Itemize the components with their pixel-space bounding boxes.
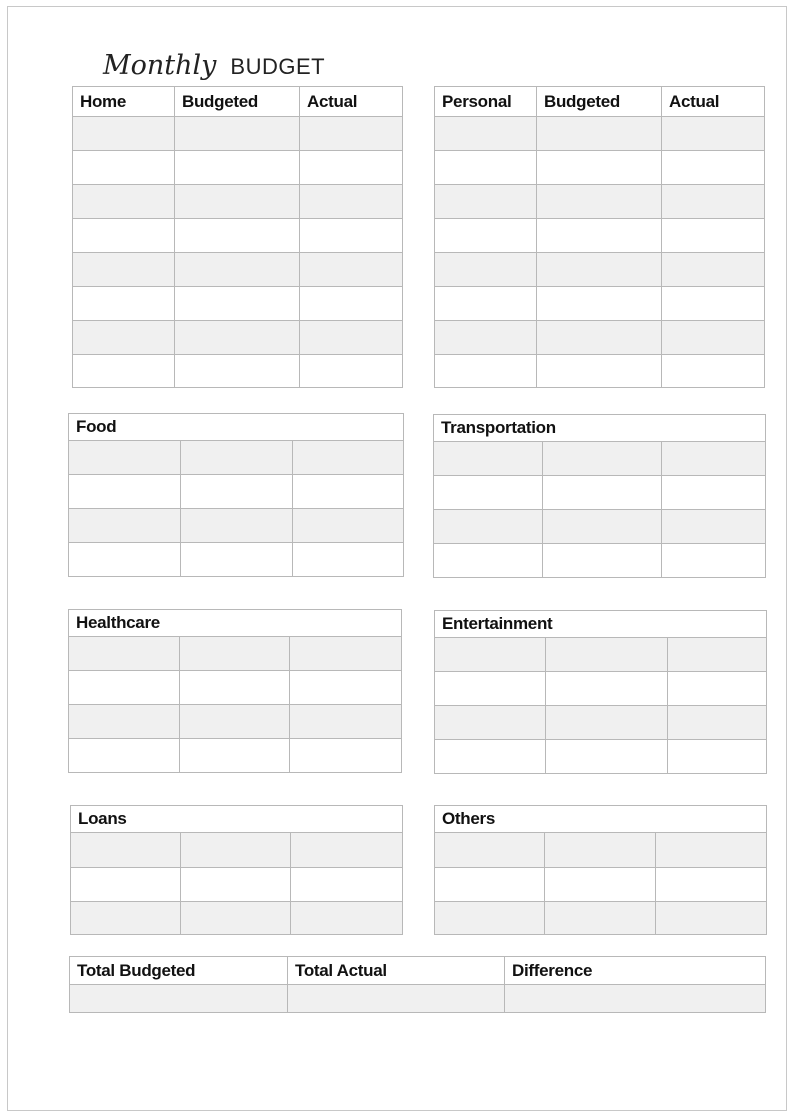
table-cell[interactable]	[73, 185, 175, 219]
table-cell[interactable]	[181, 543, 293, 577]
table-row	[73, 185, 403, 219]
table-cell[interactable]	[662, 355, 765, 388]
table-row	[73, 117, 403, 151]
table-cell[interactable]	[435, 672, 546, 706]
table-cell[interactable]	[546, 638, 668, 672]
transportation-title: Transportation	[434, 415, 766, 442]
table-row	[69, 441, 404, 475]
table-row	[434, 476, 766, 510]
table-cell[interactable]	[293, 509, 404, 543]
table-row	[70, 985, 766, 1013]
table-cell[interactable]	[300, 321, 403, 355]
title-script: Monthly	[103, 50, 217, 81]
table-cell[interactable]	[435, 902, 545, 935]
personal-header-category: Personal	[435, 87, 537, 117]
table-cell[interactable]	[662, 287, 765, 321]
table-cell[interactable]	[543, 544, 662, 578]
personal-header-actual: Actual	[662, 87, 765, 117]
table-cell[interactable]	[435, 117, 537, 151]
table-cell[interactable]	[543, 510, 662, 544]
table-cell[interactable]	[69, 543, 181, 577]
table-cell[interactable]	[175, 321, 300, 355]
table-cell[interactable]	[656, 868, 767, 902]
table-cell[interactable]	[180, 671, 290, 705]
table-cell[interactable]	[668, 672, 767, 706]
entertainment-title: Entertainment	[435, 611, 767, 638]
table-row	[73, 219, 403, 253]
total-budgeted-header: Total Budgeted	[70, 957, 288, 985]
table-cell[interactable]	[175, 185, 300, 219]
table-cell[interactable]	[662, 442, 766, 476]
table-cell[interactable]	[435, 321, 537, 355]
table-cell[interactable]	[546, 706, 668, 740]
table-row	[435, 185, 765, 219]
table-cell[interactable]	[73, 321, 175, 355]
table-cell[interactable]	[181, 441, 293, 475]
table-row	[73, 287, 403, 321]
table-cell[interactable]	[662, 117, 765, 151]
table-cell[interactable]	[434, 544, 543, 578]
table-cell[interactable]	[180, 637, 290, 671]
table-cell[interactable]	[69, 509, 181, 543]
table-cell[interactable]	[662, 476, 766, 510]
table-cell[interactable]	[293, 543, 404, 577]
difference-cell[interactable]	[505, 985, 766, 1013]
home-header-category: Home	[73, 87, 175, 117]
table-cell[interactable]	[290, 637, 402, 671]
entertainment-table	[434, 610, 767, 774]
personal-table	[434, 86, 765, 388]
table-cell[interactable]	[181, 475, 293, 509]
table-cell[interactable]	[69, 671, 180, 705]
table-cell[interactable]	[181, 509, 293, 543]
table-row	[435, 902, 767, 935]
table-cell[interactable]	[300, 287, 403, 321]
table-cell[interactable]	[435, 638, 546, 672]
table-cell[interactable]	[300, 185, 403, 219]
page-title	[103, 50, 325, 84]
table-row	[435, 117, 765, 151]
table-cell[interactable]	[435, 833, 545, 868]
difference-header: Difference	[505, 957, 766, 985]
table-cell[interactable]	[537, 321, 662, 355]
table-cell[interactable]	[73, 151, 175, 185]
table-row	[69, 509, 404, 543]
table-row	[435, 321, 765, 355]
table-row	[435, 219, 765, 253]
table-cell[interactable]	[73, 355, 175, 388]
table-row	[69, 705, 402, 739]
table-cell[interactable]	[537, 219, 662, 253]
food-table	[68, 413, 404, 577]
table-cell[interactable]	[69, 705, 180, 739]
table-cell[interactable]	[300, 253, 403, 287]
loans-table	[70, 805, 403, 935]
table-cell[interactable]	[290, 739, 402, 773]
table-cell[interactable]	[543, 442, 662, 476]
table-row	[435, 706, 767, 740]
table-cell[interactable]	[434, 476, 543, 510]
table-cell[interactable]	[69, 739, 180, 773]
transportation-table	[433, 414, 766, 578]
home-header-budgeted: Budgeted	[175, 87, 300, 117]
table-cell[interactable]	[181, 833, 291, 868]
table-cell[interactable]	[545, 833, 656, 868]
table-cell[interactable]	[291, 868, 403, 902]
loans-title: Loans	[71, 806, 403, 833]
personal-header-budgeted: Budgeted	[537, 87, 662, 117]
table-cell[interactable]	[69, 637, 180, 671]
table-row	[435, 287, 765, 321]
table-cell[interactable]	[662, 510, 766, 544]
table-cell[interactable]	[300, 355, 403, 388]
table-row	[73, 355, 403, 388]
table-row	[434, 544, 766, 578]
table-cell[interactable]	[175, 151, 300, 185]
table-row	[71, 833, 403, 868]
others-table	[434, 805, 767, 935]
table-cell[interactable]	[435, 253, 537, 287]
totals-table	[69, 956, 766, 1013]
table-cell[interactable]	[662, 151, 765, 185]
table-cell[interactable]	[300, 151, 403, 185]
table-cell[interactable]	[291, 902, 403, 935]
table-cell[interactable]	[435, 287, 537, 321]
home-table	[72, 86, 403, 388]
table-cell[interactable]	[662, 321, 765, 355]
table-row	[435, 355, 765, 388]
title-main: BUDGET	[230, 54, 326, 79]
table-cell[interactable]	[181, 902, 291, 935]
table-cell[interactable]	[537, 185, 662, 219]
table-cell[interactable]	[668, 706, 767, 740]
table-cell[interactable]	[435, 706, 546, 740]
table-cell[interactable]	[180, 739, 290, 773]
table-cell[interactable]	[656, 833, 767, 868]
table-cell[interactable]	[73, 219, 175, 253]
table-row	[435, 833, 767, 868]
table-cell[interactable]	[71, 902, 181, 935]
table-cell[interactable]	[537, 117, 662, 151]
table-cell[interactable]	[537, 287, 662, 321]
table-cell[interactable]	[73, 287, 175, 321]
table-cell[interactable]	[662, 253, 765, 287]
table-cell[interactable]	[435, 740, 546, 774]
total-budgeted-cell[interactable]	[70, 985, 288, 1013]
table-cell[interactable]	[73, 117, 175, 151]
table-row	[434, 442, 766, 476]
table-cell[interactable]	[69, 475, 181, 509]
table-cell[interactable]	[435, 151, 537, 185]
table-cell[interactable]	[656, 902, 767, 935]
table-cell[interactable]	[181, 868, 291, 902]
table-row	[435, 672, 767, 706]
table-cell[interactable]	[435, 219, 537, 253]
table-cell[interactable]	[175, 355, 300, 388]
table-cell[interactable]	[543, 476, 662, 510]
table-cell[interactable]	[546, 740, 668, 774]
table-cell[interactable]	[293, 441, 404, 475]
table-cell[interactable]	[71, 868, 181, 902]
table-row	[73, 151, 403, 185]
table-cell[interactable]	[69, 441, 181, 475]
table-row	[71, 868, 403, 902]
table-row	[71, 902, 403, 935]
table-cell[interactable]	[293, 475, 404, 509]
table-cell[interactable]	[71, 833, 181, 868]
table-cell[interactable]	[537, 253, 662, 287]
table-row	[73, 321, 403, 355]
healthcare-table	[68, 609, 402, 773]
table-row	[435, 151, 765, 185]
table-row	[435, 868, 767, 902]
table-cell[interactable]	[435, 355, 537, 388]
table-cell[interactable]	[73, 253, 175, 287]
table-cell[interactable]	[290, 705, 402, 739]
table-cell[interactable]	[662, 544, 766, 578]
table-row	[435, 740, 767, 774]
table-cell[interactable]	[537, 355, 662, 388]
total-actual-cell[interactable]	[288, 985, 505, 1013]
others-title: Others	[435, 806, 767, 833]
table-row	[435, 253, 765, 287]
table-cell[interactable]	[537, 151, 662, 185]
table-row	[434, 510, 766, 544]
table-cell[interactable]	[175, 219, 300, 253]
healthcare-title: Healthcare	[69, 610, 402, 637]
table-cell[interactable]	[175, 287, 300, 321]
table-row	[69, 739, 402, 773]
table-cell[interactable]	[668, 638, 767, 672]
table-cell[interactable]	[300, 117, 403, 151]
table-row	[69, 543, 404, 577]
table-cell[interactable]	[662, 185, 765, 219]
home-header-actual: Actual	[300, 87, 403, 117]
table-cell[interactable]	[291, 833, 403, 868]
table-row	[69, 475, 404, 509]
table-cell[interactable]	[290, 671, 402, 705]
table-cell[interactable]	[662, 219, 765, 253]
table-cell[interactable]	[175, 253, 300, 287]
table-cell[interactable]	[545, 902, 656, 935]
table-cell[interactable]	[435, 185, 537, 219]
table-row	[435, 638, 767, 672]
table-cell[interactable]	[545, 868, 656, 902]
table-cell[interactable]	[546, 672, 668, 706]
table-cell[interactable]	[668, 740, 767, 774]
table-cell[interactable]	[434, 442, 543, 476]
table-cell[interactable]	[180, 705, 290, 739]
table-cell[interactable]	[434, 510, 543, 544]
table-cell[interactable]	[175, 117, 300, 151]
table-cell[interactable]	[435, 868, 545, 902]
table-row	[73, 253, 403, 287]
food-title: Food	[69, 414, 404, 441]
table-row	[69, 671, 402, 705]
table-row	[69, 637, 402, 671]
table-cell[interactable]	[300, 219, 403, 253]
total-actual-header: Total Actual	[288, 957, 505, 985]
